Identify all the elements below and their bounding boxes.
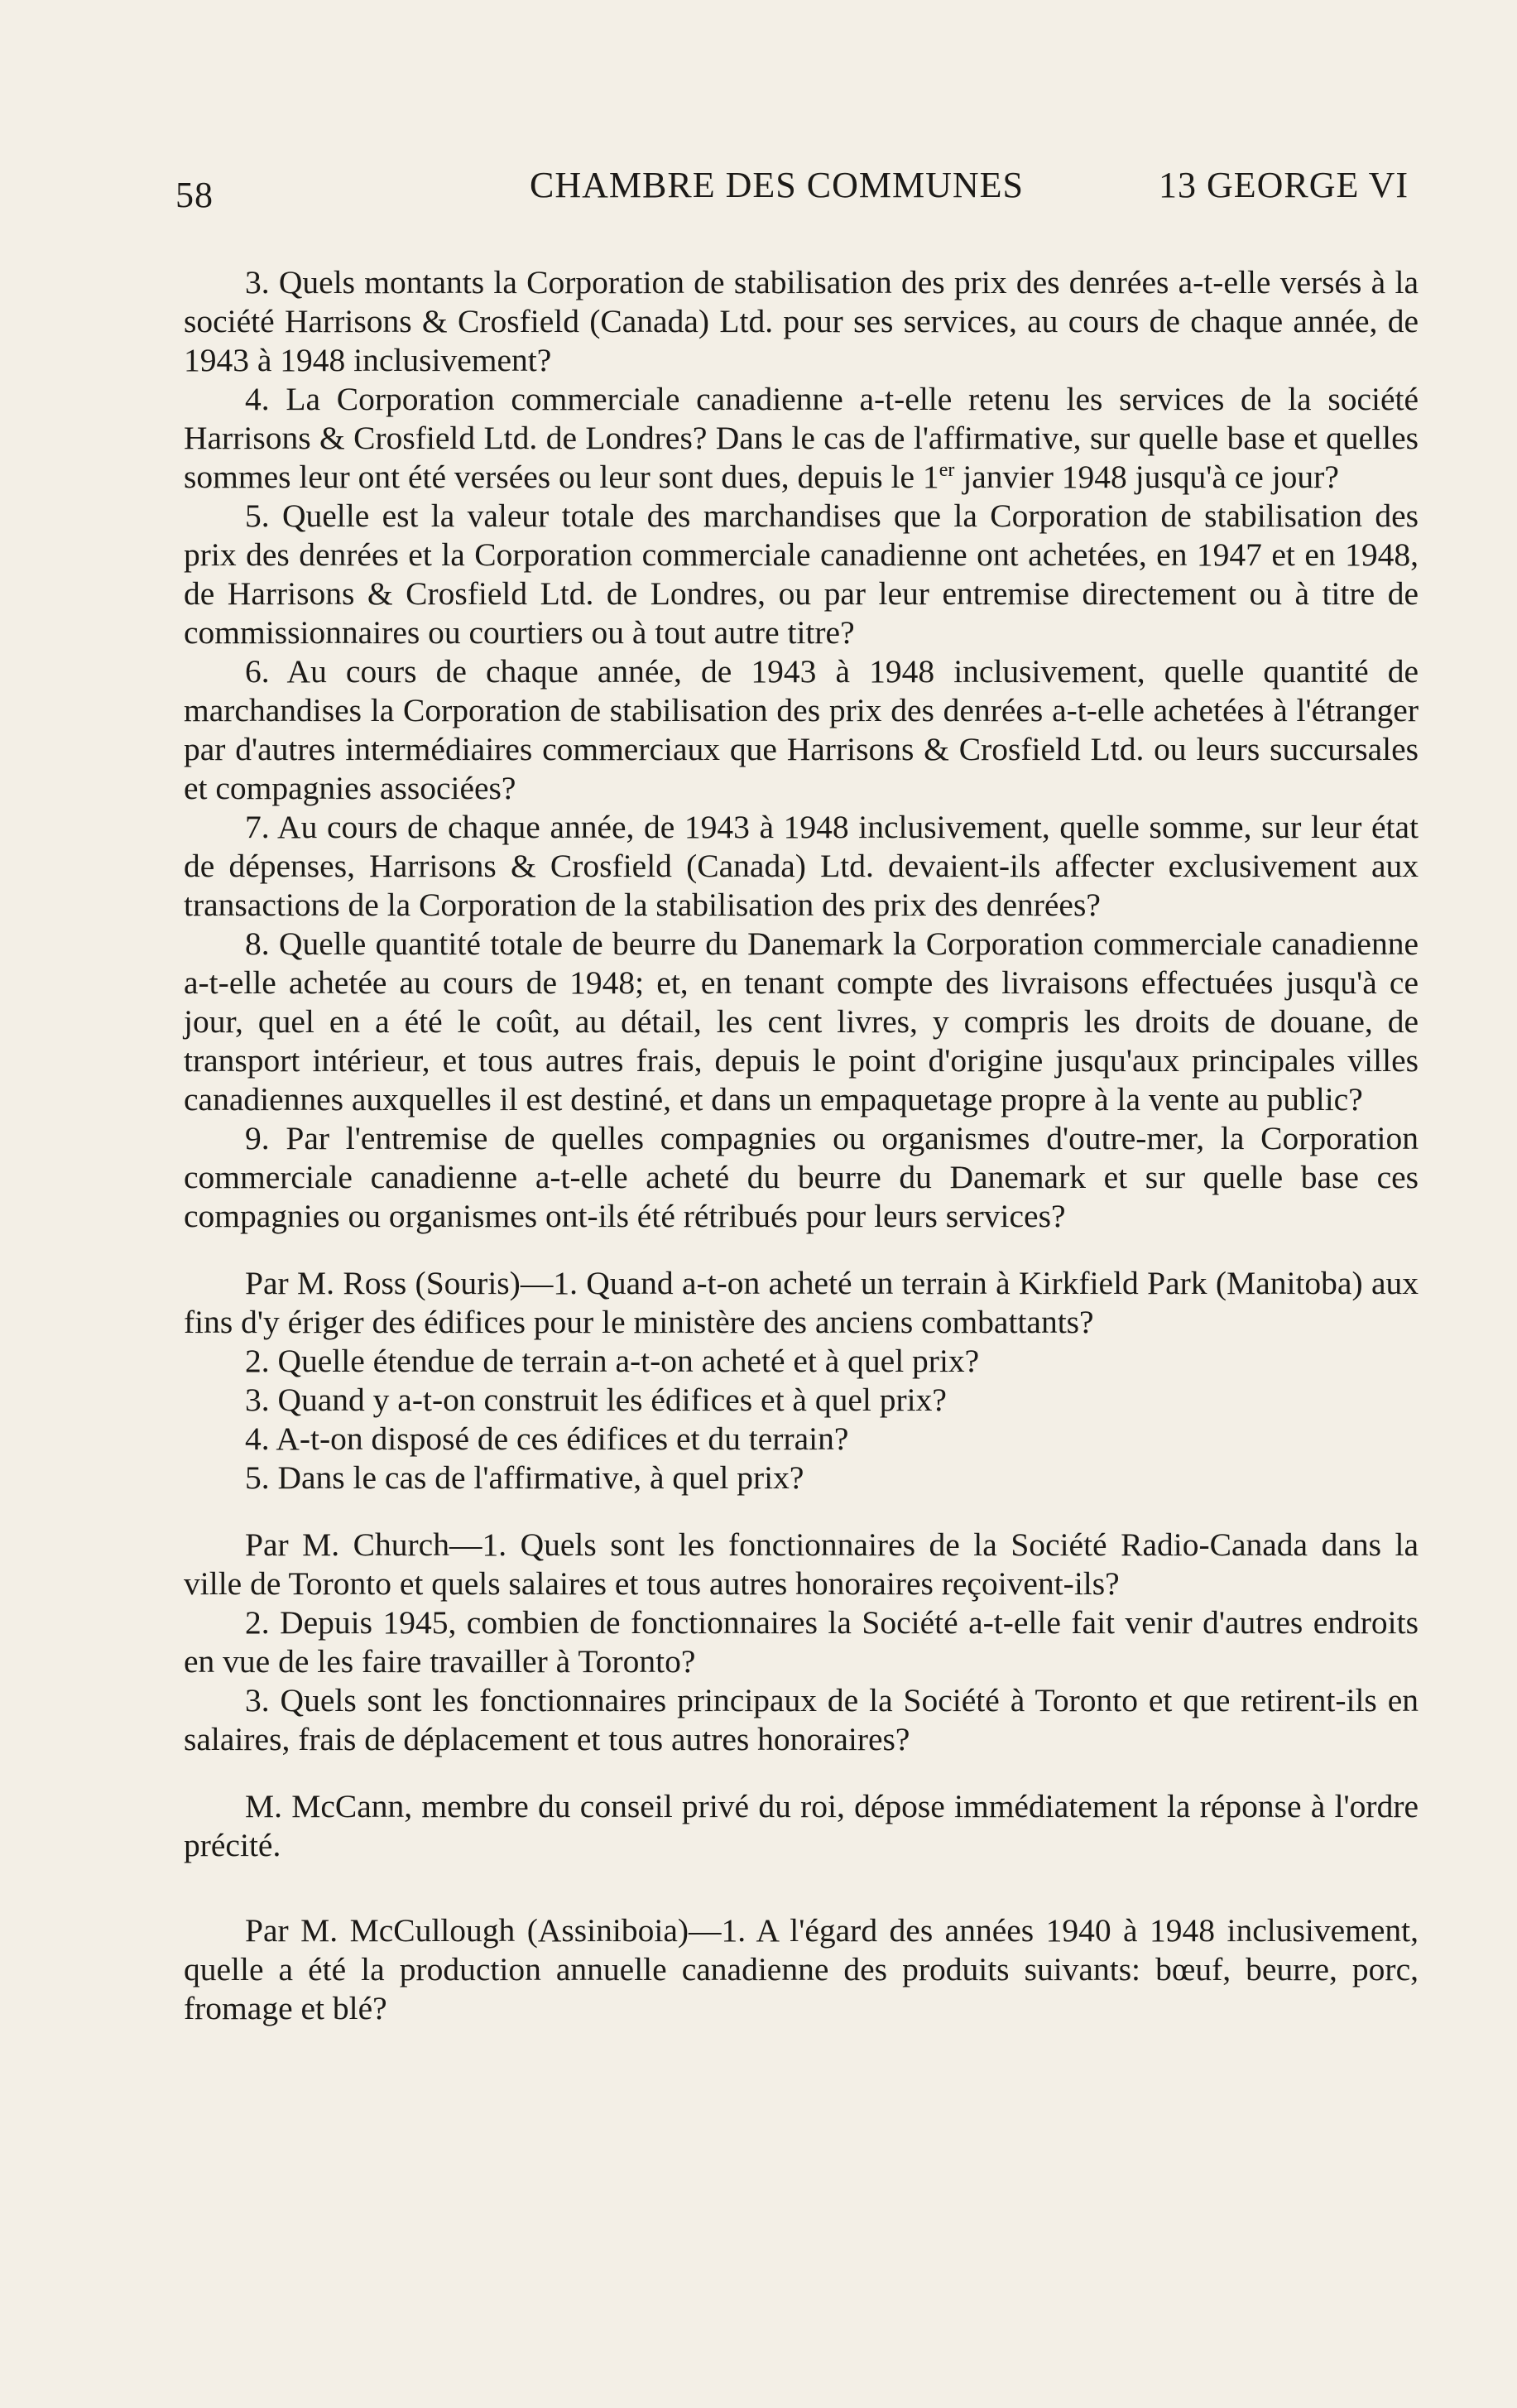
paragraph-q4: 4. La Corporation commerciale canadienne a-t-elle retenu les services de la société Harrisons & Crosfield Ltd. de Londres? Dans le cas de l'affirmative, sur quelle base et quelles sommes leur ont été versées ou leur sont dues, depuis le 1er janvier 1948 jusqu'à ce jour? bbox=[184, 381, 1419, 495]
paragraph-ross-q3: 3. Quand y a-t-on construit les édifices et à quel prix? bbox=[245, 1382, 947, 1418]
reign-label: 13 GEORGE VI bbox=[1158, 165, 1409, 205]
paragraph-ross-q2: 2. Quelle étendue de terrain a-t-on acheté et à quel prix? bbox=[245, 1343, 980, 1379]
page-header bbox=[175, 164, 1409, 214]
superscript-er: er bbox=[939, 459, 955, 481]
page-title: CHAMBRE DES COMMUNES bbox=[530, 165, 1024, 205]
paragraph-q8: 8. Quelle quantité totale de beurre du Danemark la Corporation commerciale canadienne a-t-elle achetée au cours de 1948; et, en tenant compte des livraisons effectuées jusqu'à ce jour, quel en a été le coût, au détail, les cent livres, y compris les droits de douane, de transport intérieur, et tous autres frais, depuis le point d'origine jusqu'aux principales villes canadiennes auxquelles il est destiné, et dans un empaquetage propre à la vente au public? bbox=[184, 925, 1419, 1117]
paragraph-church-q2: 2. Depuis 1945, combien de fonctionnaires la Société a-t-elle fait venir d'autres endroits en vue de les faire travailler à Toronto? bbox=[184, 1604, 1419, 1680]
paragraph-mccann-response: M. McCann, membre du conseil privé du roi, dépose immédiatement la réponse à l'ordre précité. bbox=[184, 1788, 1419, 1863]
paragraph-q6: 6. Au cours de chaque année, de 1943 à 1948 inclusivement, quelle quantité de marchandises la Corporation de stabilisation des prix des denrées a-t-elle achetées à l'étranger par d'autres intermédiaires commerciaux que Harrisons & Crosfield Ltd. ou leurs succursales et compagnies associées? bbox=[184, 653, 1419, 806]
document-body bbox=[184, 263, 1419, 2028]
paragraph-mccullough-q1: Par M. McCullough (Assiniboia)—1. A l'égard des années 1940 à 1948 inclusivement, quelle a été la production annuelle canadienne des produits suivants: bœuf, beurre, porc, fromage et blé? bbox=[184, 1912, 1419, 2026]
paragraph-q3: 3. Quels montants la Corporation de stabilisation des prix des denrées a-t-elle versés à la société Harrisons & Crosfield (Canada) Ltd. pour ses services, au cours de chaque année, de 1943 à 1948 inclusivement? bbox=[184, 264, 1419, 378]
paragraph-q7: 7. Au cours de chaque année, de 1943 à 1948 inclusivement, quelle somme, sur leur état de dépenses, Harrisons & Crosfield (Canada) Ltd. devaient-ils affecter exclusivement aux transactions de la Corporation de la stabilisation des prix des denrées? bbox=[184, 809, 1419, 923]
paragraph-ross-q4: 4. A-t-on disposé de ces édifices et du terrain? bbox=[245, 1420, 849, 1457]
paragraph-ross-q1: Par M. Ross (Souris)—1. Quand a-t-on acheté un terrain à Kirkfield Park (Manitoba) aux fins d'y ériger des édifices pour le ministère des anciens combattants? bbox=[184, 1265, 1419, 1340]
paragraph-church-q1: Par M. Church—1. Quels sont les fonctionnaires de la Société Radio-Canada dans la ville de Toronto et quels salaires et tous autres honoraires reçoivent-ils? bbox=[184, 1526, 1419, 1602]
paragraph-church-q3: 3. Quels sont les fonctionnaires principaux de la Société à Toronto et que retirent-ils en salaires, frais de déplacement et tous autres honoraires? bbox=[184, 1682, 1419, 1757]
paragraph-q9: 9. Par l'entremise de quelles compagnies ou organismes d'outre-mer, la Corporation commerciale canadienne a-t-elle acheté du beurre du Danemark et sur quelle base ces compagnies ou organismes ont-ils été rétribués pour leurs services? bbox=[184, 1120, 1419, 1234]
paragraph-q5: 5. Quelle est la valeur totale des marchandises que la Corporation de stabilisation des prix des denrées et la Corporation commerciale canadienne ont achetées, en 1947 et en 1948, de Harrisons & Crosfield Ltd. de Londres, ou par leur entremise directement ou à titre de commissionnaires ou courtiers ou à tout autre titre? bbox=[184, 497, 1419, 651]
page-number: 58 bbox=[175, 175, 214, 215]
paragraph-ross-q5: 5. Dans le cas de l'affirmative, à quel prix? bbox=[245, 1459, 804, 1496]
